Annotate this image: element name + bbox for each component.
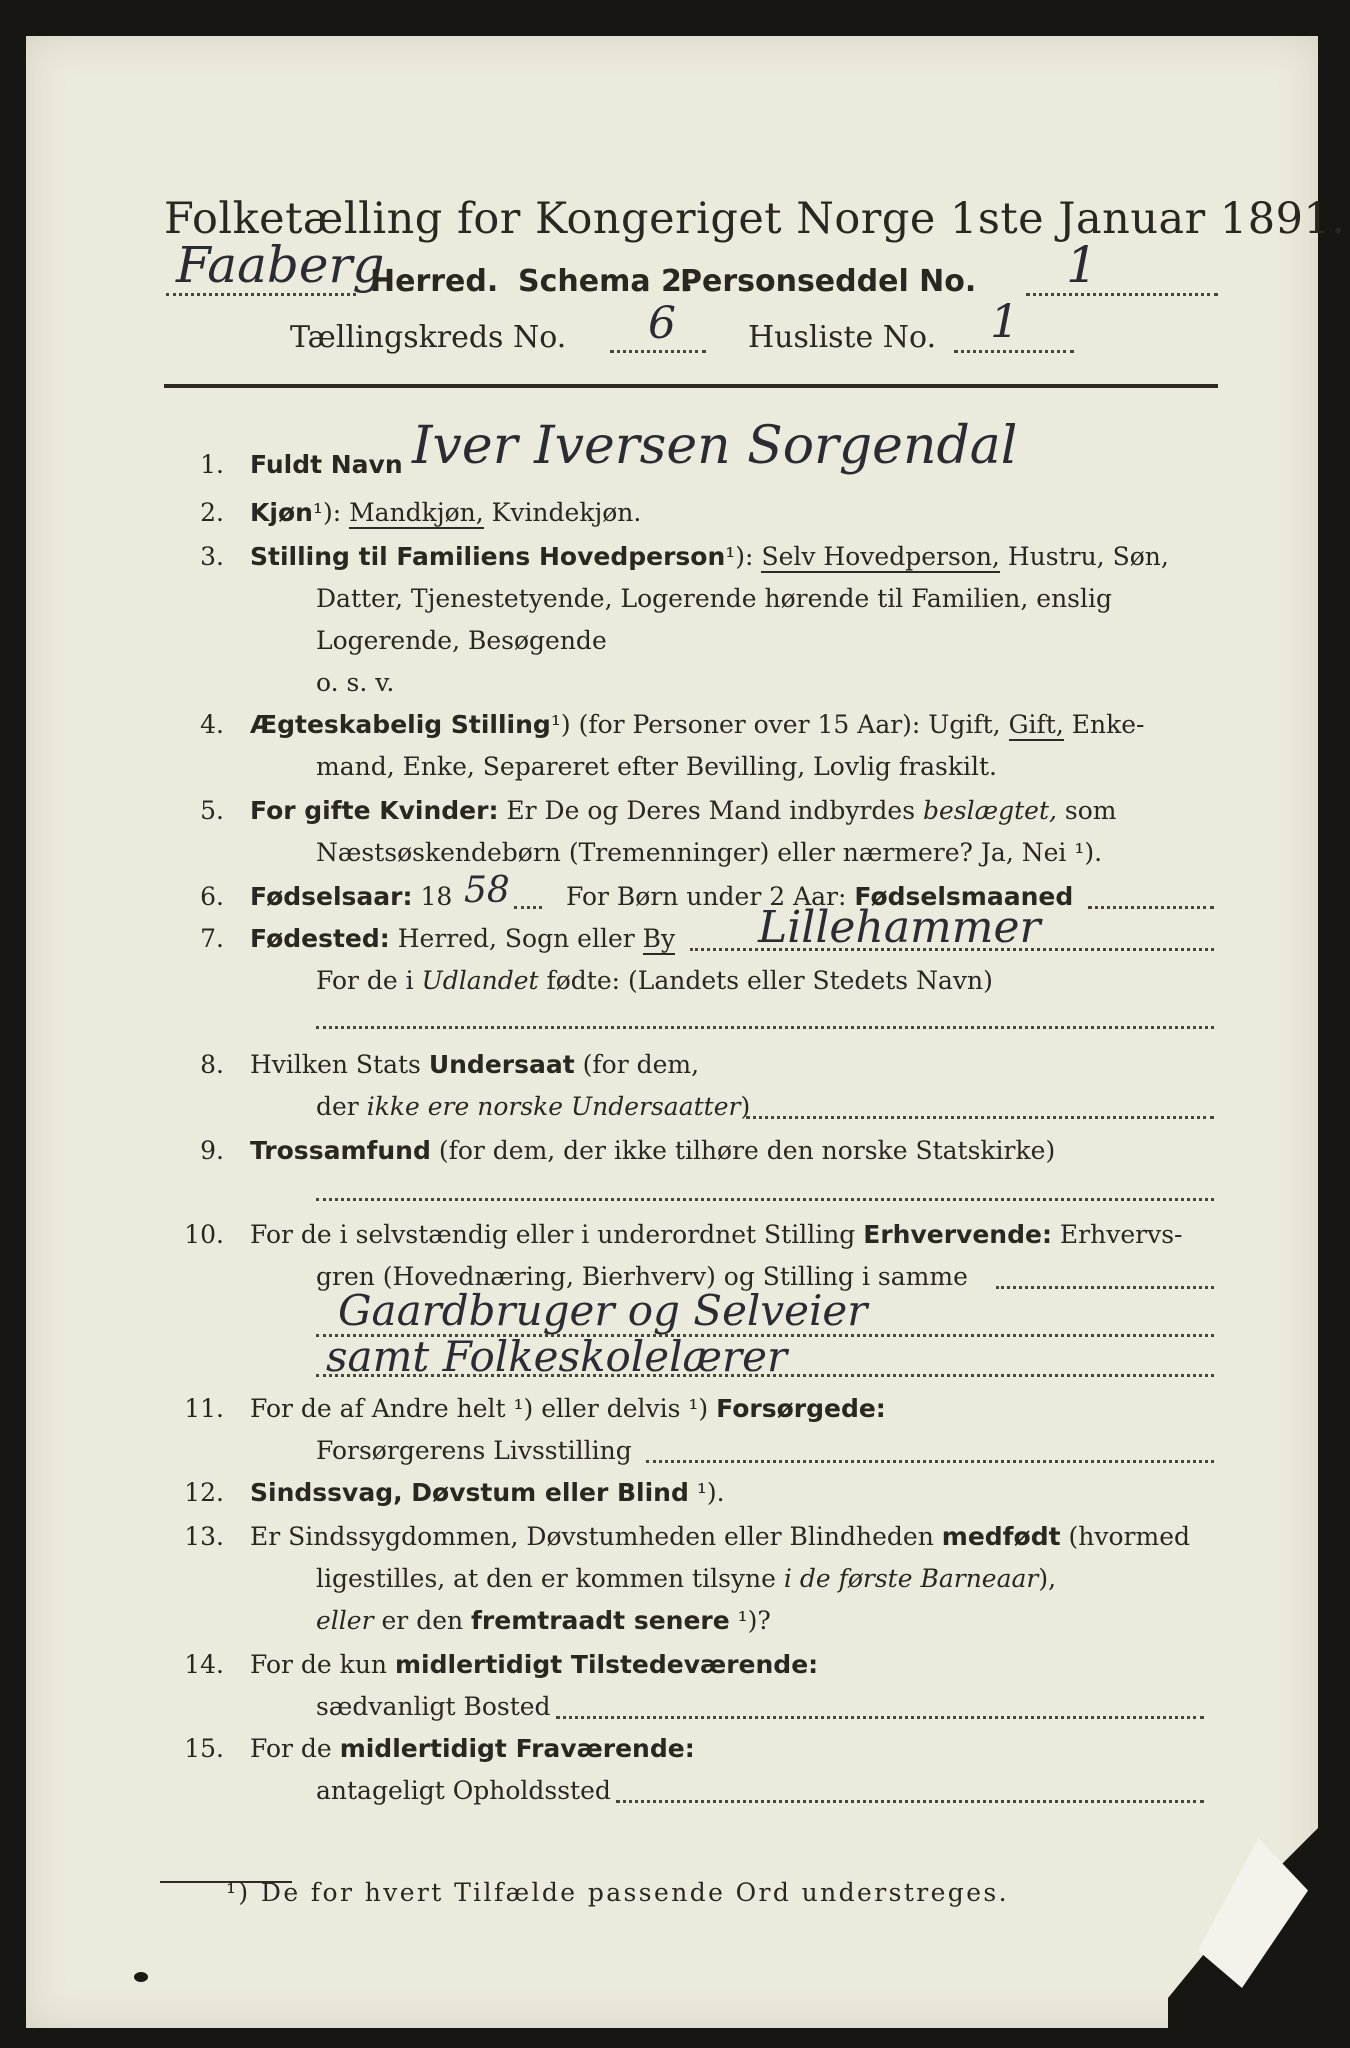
q10-answer-dotted-line-2 [316,1374,1214,1377]
q8-number: 8. [200,1050,224,1079]
q12-line [250,1478,725,1507]
q14-line1 [250,1650,818,1679]
q4-option-gift-selected: Gift, [1008,710,1064,739]
kreds-dotted-line [610,350,706,353]
q14-line1-text: For de kun [250,1650,388,1679]
q2-label: Kjøn [250,498,313,527]
q5-line1-text: Er De og Deres Mand indbyrdes [506,796,916,825]
q12-number: 12. [184,1478,224,1507]
q10-number: 10. [184,1220,224,1249]
q13-number: 13. [184,1522,224,1551]
q13-line2-italic: i de første Barneaar [783,1564,1039,1593]
q3-option-selv-hovedperson-selected: Selv Hovedperson, [761,542,1000,571]
personseddel-label: Personseddel No. [680,264,977,299]
q10-line1-text: For de i selvstændig eller i underordnet Stilling [250,1220,856,1249]
q7-label: Fødested: [250,924,390,953]
q1-answer-handwritten: Iver Iversen Sorgendal [412,416,1018,476]
q3-number: 3. [200,542,224,571]
q5-line1-end: som [1064,796,1117,825]
q10-line2-dots [996,1286,1214,1289]
personseddel-dotted-line [1026,293,1218,296]
q6-line [250,882,452,911]
q14-label: midlertidigt Tilstedeværende: [394,1650,819,1679]
ink-spot [134,1972,148,1982]
q2-number: 2. [200,498,224,527]
q7-birthplace-handwritten: Lillehammer [758,902,1041,953]
q13-line2-end: ), [1038,1564,1057,1593]
husliste-label: Husliste No. [748,320,937,355]
q4-sup: ¹) [550,710,571,739]
q8-line2 [316,1092,750,1121]
q8-label-a: Hvilken Stats [250,1050,421,1079]
q6-year-handwritten: 58 [464,870,510,911]
kreds-label: Tællingskreds No. [290,320,567,355]
q13-line3-italic: eller [316,1606,374,1635]
q13-line1 [250,1522,1190,1551]
q6-number: 6. [200,882,224,911]
q12-label: Sindssvag, Døvstum eller Blind [250,1478,689,1507]
q15-line1-text: For de [250,1734,332,1763]
q13-line1-end: (hvormed [1068,1522,1191,1551]
personseddel-handwritten: 1 [1066,236,1098,294]
q6-printed-century: 18 [420,882,453,911]
q11-dotted-line [646,1460,1214,1463]
q7-line2 [316,966,993,995]
q15-dotted-line [616,1800,1204,1803]
q9-line [250,1136,1055,1165]
q13-line3-text: er den [381,1606,464,1635]
q4-line1-end: Enke- [1071,710,1145,739]
q2-option-mandkjon-selected: Mandkjøn, [349,498,484,527]
q9-label: Trossamfund [250,1136,431,1165]
q5-label: For gifte Kvinder: [250,796,499,825]
q12-sup: ¹). [696,1478,725,1507]
q4-number: 4. [200,710,224,739]
q3-sup: ¹): [725,542,754,571]
q11-number: 11. [184,1394,224,1423]
q7-number: 7. [200,924,224,953]
herred-label: Herred. [370,264,499,299]
q10-line1-end: Erhvervs- [1059,1220,1183,1249]
q7-line2-text: For de i [316,966,414,995]
q1-label: Fuldt Navn [250,450,403,479]
q6-label: Fødselsaar: [250,882,413,911]
q13-line1-text: Er Sindssygdommen, Døvstumheden eller Blindheden [250,1522,934,1551]
q9-rest: (for dem, der ikke tilhøre den norske Statskirke) [438,1136,1056,1165]
q15-number: 15. [184,1734,224,1763]
q6-fodselsmaaned-label: Fødselsmaaned [854,882,1074,911]
q13-line2 [316,1564,1056,1593]
q4-label: Ægteskabelig Stilling [250,710,551,739]
q15-line2: antageligt Opholdssted [316,1776,611,1805]
q5-line1 [250,796,1117,825]
q7-line2-end: fødte: (Landets eller Stedets Navn) [546,966,993,995]
q11-line2: Forsørgerens Livsstilling [316,1436,632,1465]
q8-line1-rest: (for dem, [582,1050,700,1079]
q7-abroad-dotted-line [316,1026,1214,1029]
q3-line1-rest: Hustru, Søn, [1007,542,1169,571]
q11-label: Forsørgede: [716,1394,886,1423]
q5-number: 5. [200,796,224,825]
herred-handwritten: Faaberg [176,236,385,294]
q3-line1 [250,542,1169,571]
q8-label-b: Undersaat [428,1050,575,1079]
q14-dotted-line [556,1716,1204,1719]
q11-line1-text: For de af Andre helt ¹) eller delvis ¹) [250,1394,709,1423]
q8-line1 [250,1050,699,1079]
q1-number: 1. [200,450,224,479]
census-form-sheet [26,36,1346,2028]
q5-line1-italic: beslægtet, [923,796,1057,825]
kreds-handwritten: 6 [648,298,676,349]
q3-label: Stilling til Familiens Hovedperson [250,542,726,571]
schema-label: Schema 2. [518,264,694,299]
q7-line1-text: Herred, Sogn eller [397,924,635,953]
q6-rest-text: For Børn under 2 Aar: [566,882,847,911]
q7-line2-italic: Udlandet [421,966,539,995]
q13-line3 [316,1606,771,1635]
q10-line1 [250,1220,1182,1249]
q3-line2: Datter, Tjenestetyende, Logerende hørende til Familien, enslig [316,584,1113,613]
q15-line1 [250,1734,695,1763]
q6-year-dots [514,906,542,909]
form-title: Folketælling for Kongeriget Norge 1ste Januar 1891. [164,194,1346,244]
q8-dotted-line [746,1116,1214,1119]
header-rule [164,384,1218,388]
q9-dotted-line [316,1198,1214,1201]
q8-line2-end: ) [740,1092,751,1121]
q15-label: midlertidigt Fraværende: [339,1734,695,1763]
q3-line4: o. s. v. [316,668,395,697]
q13-line3-end: ¹)? [737,1606,771,1635]
q4-line1-text: (for Personer over 15 Aar): Ugift, [578,710,1001,739]
q10-occupation-handwritten-2: samt Folkeskolelærer [326,1332,788,1381]
q10-line2: gren (Hovednæring, Bierhverv) og Stilling i samme [316,1262,968,1291]
q14-number: 14. [184,1650,224,1679]
husliste-dotted-line [954,350,1074,353]
q7-line1 [250,924,675,953]
q11-line1 [250,1394,886,1423]
q8-line2-italic: ikke ere norske Undersaatter [366,1092,741,1121]
q6-month-dots [1088,906,1214,909]
q13-label-medfodt: medfødt [941,1522,1061,1551]
q13-line2-text: ligestilles, at den er kommen tilsyne [316,1564,776,1593]
q7-option-by-selected: By [642,924,676,953]
q13-label-senere: fremtraadt senere [471,1606,730,1635]
q14-line2: sædvanligt Bosted [316,1692,551,1721]
q2-sup: ¹): [312,498,342,527]
q3-line3: Logerende, Besøgende [316,626,607,655]
q8-line2-text: der [316,1092,359,1121]
q4-line2: mand, Enke, Separeret efter Bevilling, Lovlig fraskilt. [316,752,997,781]
q5-line2: Næstsøskendebørn (Tremenninger) eller nærmere? Ja, Nei ¹). [316,838,1103,867]
q2-option-kvindekjon: Kvindekjøn. [491,498,642,527]
q10-occupation-handwritten-1: Gaardbruger og Selveier [338,1286,868,1335]
q9-number: 9. [200,1136,224,1165]
husliste-handwritten: 1 [990,294,1020,348]
q2-line [250,498,641,527]
footnote: ¹) De for hvert Tilfælde passende Ord understreges. [226,1878,1009,1907]
q10-label: Erhvervende: [863,1220,1052,1249]
q4-line1 [250,710,1144,739]
